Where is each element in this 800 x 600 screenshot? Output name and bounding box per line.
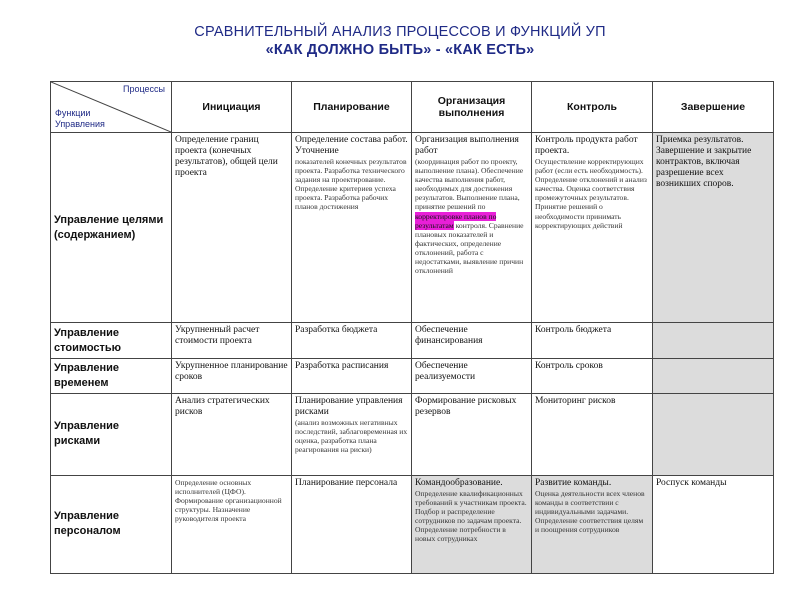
cell-scope-initiation xyxy=(172,133,292,323)
title-line-1: СРАВНИТЕЛЬНЫЙ АНАЛИЗ ПРОЦЕССОВ И ФУНКЦИЙ УП xyxy=(194,24,606,40)
column-header-execution: Организация выполнения xyxy=(412,82,532,133)
cell-cost-execution xyxy=(412,323,532,359)
row-header-risks: Управление рисками xyxy=(51,393,172,475)
cell-risks-closing xyxy=(653,393,774,475)
cell-personnel-planning xyxy=(292,475,412,573)
cell-detail-text: (анализ возможных негативных последствий, заблаговременная их оценка, разработка плана реагирования на риски) xyxy=(295,417,408,454)
cell-risks-planning xyxy=(292,393,412,475)
cell-main-text: Разработка бюджета xyxy=(295,325,378,335)
cell-time-execution xyxy=(412,359,532,394)
cell-main-text: Планирование персонала xyxy=(295,477,398,488)
cell-detail-part-1: (координация работ по проекту, выполнение плана). Обеспечение качества выполнения работ, необходимых для достижения результатов. Выполнение плана, принятие решений по xyxy=(415,156,524,212)
corner-cell xyxy=(51,82,172,133)
cell-scope-planning xyxy=(292,133,412,323)
cell-detail-text: Оценка деятельности всех членов команды в соответствии с индивидуальными задачами. Определение соответствия целям и поощрения сотрудников xyxy=(535,488,645,535)
functions-label xyxy=(55,108,105,130)
cell-time-closing xyxy=(653,359,774,394)
cell-main-text: Определение состава работ. Уточнение xyxy=(295,135,408,156)
cell-cost-initiation xyxy=(172,323,292,359)
cell-main-text: Развитие команды. xyxy=(535,477,612,488)
highlighted-text: корректировке планов по результатам xyxy=(415,211,497,230)
row-header-time: Управление временем xyxy=(51,359,172,394)
cell-main-text: Анализ стратегических рисков xyxy=(175,395,270,417)
cell-risks-control xyxy=(532,393,653,475)
table-row xyxy=(51,133,774,323)
cell-detail-text: Осуществление корректирующих работ (если есть необходимость). Определение отклонений и анализ качества. Оценка соответствия промежуточных результатов. Принятие решений о необходимости принимать корректирующих действий xyxy=(535,156,647,230)
cell-main-text: Планирование управления рисками xyxy=(295,395,403,417)
processes-label: Процессы xyxy=(122,84,165,94)
table-row xyxy=(51,359,774,394)
cell-main-text: Роспуск команды xyxy=(656,477,727,488)
cell-scope-execution xyxy=(412,133,532,323)
cell-risks-initiation xyxy=(172,393,292,475)
cell-scope-closing xyxy=(653,133,774,323)
cell-main-text: Приемка результатов. Завершение и закрытие контрактов, включая разрешение всех возникших споров. xyxy=(656,135,752,189)
cell-scope-control xyxy=(532,133,653,323)
title-line-2: «КАК ДОЛЖНО БЫТЬ» - «КАК ЕСТЬ» xyxy=(265,42,535,58)
cell-main-text: Обеспечение финансирования xyxy=(415,325,483,346)
cell-time-initiation xyxy=(172,359,292,394)
cell-detail-text: показателей конечных результатов проекта. Разработка технического задания на проектирование. Определение критериев успеха проекта. Разработка рабочих планов достижения xyxy=(295,156,407,212)
cell-main-text: Организация выполнения работ xyxy=(415,135,519,156)
cell-personnel-closing xyxy=(653,475,774,573)
table-row xyxy=(51,393,774,475)
table-row xyxy=(51,323,774,359)
cell-time-planning xyxy=(292,359,412,394)
comparison-table xyxy=(50,81,774,574)
cell-main-text: Командообразование. xyxy=(415,477,503,488)
cell-main-text: Разработка расписания xyxy=(295,361,389,371)
cell-main-text: Контроль сроков xyxy=(535,361,603,371)
cell-cost-planning xyxy=(292,323,412,359)
cell-main-text: Формирование рисковых резервов xyxy=(415,395,517,417)
table-header-row xyxy=(51,82,774,133)
cell-main-text: Укрупненное планирование сроков xyxy=(175,361,288,382)
cell-main-text: Обеспечение реализуемости xyxy=(415,361,476,382)
column-header-closing: Завершение xyxy=(653,82,774,133)
cell-personnel-execution xyxy=(412,475,532,573)
row-header-scope: Управление целями (содержанием) xyxy=(51,133,172,323)
cell-personnel-control xyxy=(532,475,653,573)
cell-detail-text xyxy=(415,157,528,275)
column-header-control: Контроль xyxy=(532,82,653,133)
cell-cost-control xyxy=(532,323,653,359)
cell-time-control xyxy=(532,359,653,394)
cell-cost-closing xyxy=(653,323,774,359)
cell-detail-text: Определение основных исполнителей (ЦФО). Формирование организационной структуры. Назначение руководителя проекта xyxy=(175,477,282,524)
column-header-initiation: Инициация xyxy=(172,82,292,133)
cell-main-text: Контроль продукта работ проекта. xyxy=(535,135,638,156)
functions-label-line-2: Управления xyxy=(55,118,105,129)
column-header-planning: Планирование xyxy=(292,82,412,133)
cell-main-text: Укрупненный расчет стоимости проекта xyxy=(175,325,260,346)
cell-risks-execution xyxy=(412,393,532,475)
cell-main-text: Контроль бюджета xyxy=(535,325,612,335)
cell-detail-text: Определение квалификационных требований к участникам проекта. Подбор и распределение сотрудников по задачам проекта. Определение потребности в новых сотрудниках xyxy=(415,488,527,544)
table-row xyxy=(51,475,774,573)
cell-main-text: Определение границ проекта (конечных результатов), общей цели проекта xyxy=(175,135,278,178)
row-header-cost: Управление стоимостью xyxy=(51,323,172,359)
cell-personnel-initiation xyxy=(172,475,292,573)
cell-detail-part-2: контроля. Сравнение плановых показателей и фактических, определение отклонений, работа с недостатками, выявление причин отклонений xyxy=(415,220,524,276)
functions-label-line-1: Функции xyxy=(55,108,91,118)
row-header-personnel: Управление персоналом xyxy=(51,475,172,573)
cell-main-text: Мониторинг рисков xyxy=(535,395,616,406)
